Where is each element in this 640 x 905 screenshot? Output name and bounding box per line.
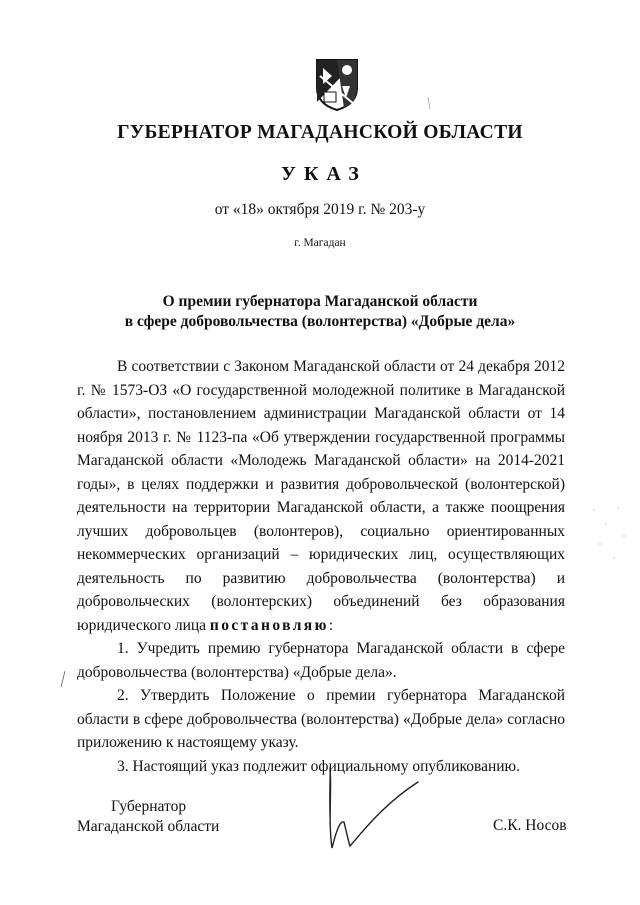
signatory-position [77, 797, 219, 837]
pen-mark-icon [58, 670, 68, 688]
place-of-issue: г. Магадан [294, 237, 346, 249]
magadan-region-coat-of-arms-icon [314, 56, 360, 112]
decree-operative-word: постановляю [209, 616, 329, 634]
preamble-text: В соответствии с Законом Магаданской области от 24 декабря 2012 г. № 1573-ОЗ «О государственной молодежной политике в Магаданской области», постановлением администрации Магаданской области от 14 ноября 2013 г. № 1123-па «Об утверждении государственной программы Магаданской области «Молодежь Магаданской области» на 2014-2021 годы», в целях поддержки и развития добровольческой (волонтерской) деятельности на территории Магаданской области, а также поощрения лучших добровольцев (волонтеров), социально ориентированных некоммерческих организаций – юридических лиц, осуществляющих деятельность по развитию добровольчества (волонтерства) и добровольческих (волонтерских) объединений без образования юридического лица [77, 358, 565, 634]
decree-body [77, 355, 565, 778]
document-type-heading: УКАЗ [281, 163, 367, 185]
item-2-paragraph: 2. Утвердить Положение о премии губернатора Магаданской области в сфере добровольчества (волонтерства) «Добрые дела» согласно приложению к настоящему указу. [77, 687, 565, 751]
signatory-position-line-1: Губернатор [111, 798, 187, 815]
scan-speck-icon [426, 96, 432, 110]
handwritten-signature-icon [318, 760, 430, 860]
scan-noise-icon [588, 500, 628, 570]
organization-heading: ГУБЕРНАТОР МАГАДАНСКОЙ ОБЛАСТИ [117, 122, 523, 143]
item-1-paragraph: 1. Учредить премию губернатора Магаданской области в сфере добровольчества (волонтерства) «Добрые дела». [77, 640, 565, 681]
decree-date-number: от «18» октября 2019 г. № 203-у [214, 201, 426, 218]
decree-title-line-2: в сфере добровольчества (волонтерства) «Добрые дела» [124, 313, 516, 330]
item-3-paragraph: 3. Настоящий указ подлежит официальному опубликованию. [117, 757, 521, 775]
signatory-name: С.К. Носов [493, 817, 567, 834]
operative-colon: : [328, 616, 334, 634]
signatory-position-line-2: Магаданской области [77, 818, 220, 835]
decree-title-line-1: О премии губернатора Магаданской области [162, 293, 478, 310]
preamble-paragraph [77, 355, 565, 637]
decree-title [0, 292, 640, 332]
